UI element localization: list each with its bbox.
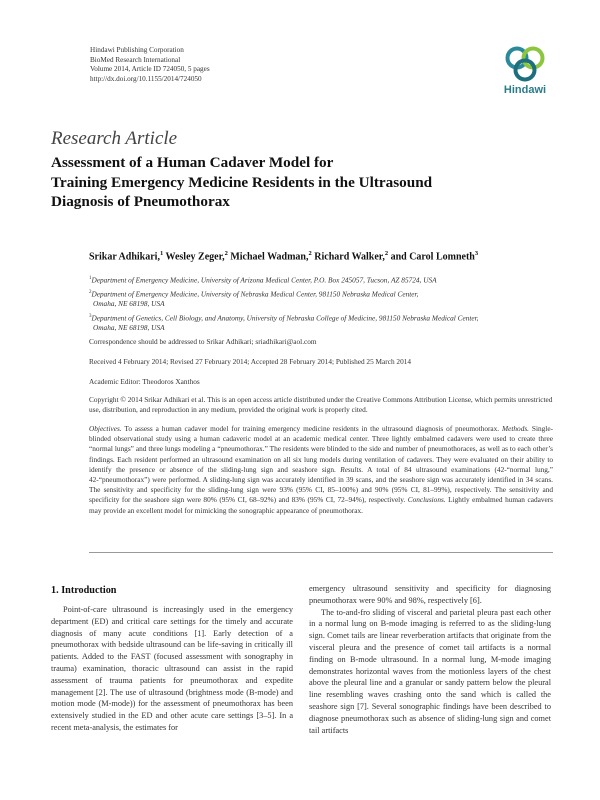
hindawi-logo-icon [503, 44, 547, 82]
body-column-right [309, 583, 551, 736]
abstract-methods: Single-blinded observational study using a human cadaveric model at an academic medical center. Three lightly embalmed cadavers were used to create three “normal lungs” and three lungs modeling a “pneumothorax.” The residents were blinded to the side and number of pneumothoraces, as well as to each other’s findings. Each resident performed an ultrasound examination on all six lung models during ventilation of cadavers. They were evaluated on their ability to identify the presence or absence of the sliding-lung sign and seashore sign. [89, 424, 554, 474]
author-affil-sup: 3 [474, 250, 479, 257]
affiliation-text: Omaha, NE 68198, USA [93, 299, 165, 309]
hindawi-logo [496, 44, 554, 96]
abstract [89, 424, 553, 516]
abstract-conclusions-label: Conclusions. [407, 495, 446, 505]
abstract-results: A total of 84 ultrasound examinations (42-“normal lung,” 42-“pneumothorax”) were performed. A sliding-lung sign was accurately identified in 39 scans, and the seashore sign was accurately identified in 34 scans. The sensitivity and specificity for the sliding-lung sign were 93% (95% CI, 85–100%) and 90% (95% CI, 81–99%), respectively. The sensitivity and specificity for the seashore sign were 80% (95% CI, 68–92%) and 83% (95% CI, 72–94%), respectively. [89, 464, 553, 505]
journal-info [90, 46, 210, 84]
correspondence: Correspondence should be addressed to Srikar Adhikari; sriadhikari@aol.com [89, 337, 317, 346]
affiliation-1 [89, 274, 559, 286]
body-column-left [51, 604, 293, 734]
abstract-results-label: Results. [340, 464, 364, 474]
body-paragraph: Point-of-care ultrasound is increasingly used in the emergency department (ED) and critical care settings for the timely and accurate diagnosis of many acute conditions [1]. Early detection of a pneumothorax with bedside ultrasound can be life-saving in critically ill patients. Added to the FAST (focused assessment with sonography in trauma) examination, thoracic ultrasound can assist in the rapid assessment of trauma patients for pneumothorax and expedite management [2]. The use of ultrasound (brightness mode (B-mode) and motion mode (M-mode)) for the assessment of pneumothorax has been extensively studied in the ED and other acute care settings [3–5]. In a recent meta-analysis, the estimates for [51, 605, 293, 732]
affiliation-number: 1 [89, 276, 92, 281]
title-line-3: Diagnosis of Pneumothorax [51, 193, 230, 210]
author-name: Wesley Zeger, [163, 251, 225, 263]
author-name: Michael Wadman, [227, 251, 309, 263]
article-dates: Received 4 February 2014; Revised 27 February 2014; Accepted 28 February 2014; Published 25 March 2014 [89, 357, 412, 366]
author-affil-sup: 1 [159, 250, 164, 257]
affiliations [89, 274, 559, 336]
abstract-objectives-label: Objectives. [89, 424, 122, 433]
body-paragraph-continued: emergency ultrasound sensitivity and specificity for diagnosing pneumothorax were 90% and 98%, respectively [6]. [309, 584, 551, 605]
copyright-notice: Copyright © 2014 Srikar Adhikari et al. This is an open access article distributed under the Creative Commons Attribution License, which permits unrestricted use, distribution, and reproduction in any medium, provided the original work is properly cited. [89, 395, 553, 415]
volume-line: Volume 2014, Article ID 724050, 5 pages [90, 65, 210, 74]
author-affil-sup: 2 [384, 250, 389, 257]
author-affil-sup: 2 [224, 250, 228, 257]
section-divider [89, 552, 553, 553]
doi-link[interactable]: http://dx.doi.org/10.1155/2014/724050 [90, 74, 202, 83]
title-line-1: Assessment of a Human Cadaver Model for [51, 154, 334, 171]
affiliation-text: Department of Genetics, Cell Biology, and Anatomy, University of Nebraska College of Medicine, 981150 Nebraska Medical Center, [91, 313, 479, 323]
abstract-methods-label: Methods. [502, 424, 530, 433]
logo-text: Hindawi [503, 84, 547, 96]
abstract-objectives: To assess a human cadaver model for training emergency medicine residents in the ultrasound diagnosis of pneumothorax. [121, 424, 503, 433]
academic-editor: Academic Editor: Theodoros Xanthos [89, 377, 200, 386]
title-line-2: Training Emergency Medicine Residents in the Ultrasound [51, 173, 433, 191]
publisher: Hindawi Publishing Corporation [90, 46, 184, 54]
affiliation-3 [89, 312, 559, 334]
author-list [89, 250, 478, 262]
affiliation-number: 3 [89, 313, 92, 319]
author-name: Richard Walker, [311, 251, 385, 263]
paper-title [51, 153, 551, 212]
journal-name: BioMed Research International [90, 55, 181, 64]
affiliation-text: Department of Emergency Medicine, University of Nebraska Medical Center, 981150 Nebraska Medical Center, [91, 289, 419, 299]
affiliation-text: Omaha, NE 68198, USA [93, 323, 165, 333]
body-paragraph: The to-and-fro sliding of visceral and parietal pleura past each other in a normal lung on B-mode imaging is referred to as the sliding-lung sign. Comet tails are linear reverberation artifacts that originate from the visceral pleura and the presence of comet tail artifacts is a normal finding on B-mode ultrasound. In a normal lung, M-mode imaging demonstrates horizontal waves from the motionless layers of the chest above the pleural line and a granular or sandy pattern below the pleural line resembling waves crashing onto the sand which is called the seashore sign [7]. Several sonographic findings have been described to diagnose pneumothorax such as absence of sliding-lung sign and comet tail artifacts [309, 607, 551, 735]
article-type: Research Article [51, 128, 178, 149]
author-name: and Carol Lomneth [388, 251, 475, 263]
affiliation-2 [89, 288, 559, 310]
affiliation-text: Department of Emergency Medicine, University of Arizona Medical Center, P.O. Box 245057, Tucson, AZ 85724, USA [91, 275, 437, 285]
affiliation-number: 2 [89, 289, 92, 295]
abstract-conclusions: Lightly embalmed human cadavers may provide an excellent model for mimicking the sonographic appearance of pneumothorax. [89, 495, 553, 515]
author-affil-sup: 2 [308, 250, 312, 257]
section-heading: 1. Introduction [51, 585, 117, 596]
author-name: Srikar Adhikari, [89, 251, 160, 263]
